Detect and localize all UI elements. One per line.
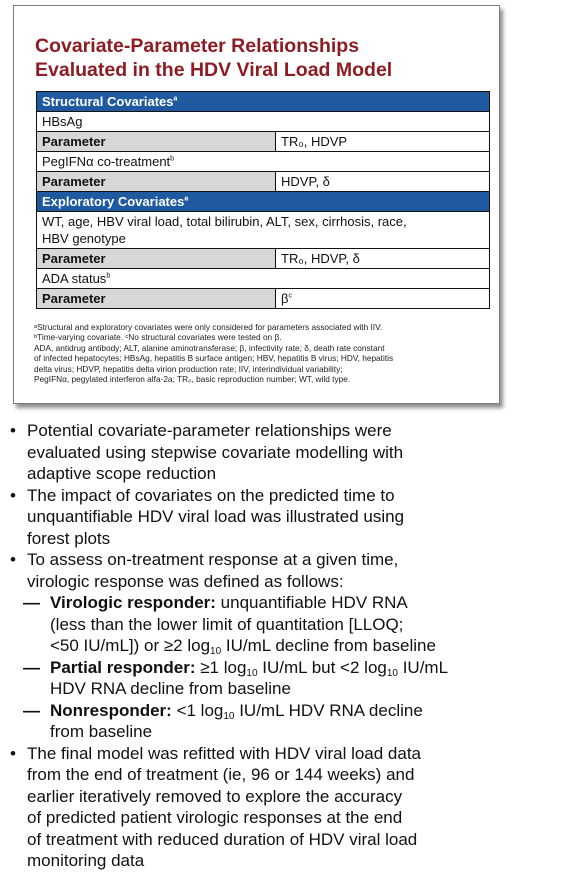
footnote: ᵃStructural and exploratory covariates were only considered for parameters associated with IIV. bbox=[34, 322, 383, 332]
parameter-label: Parameter bbox=[37, 172, 276, 192]
covariate-hbsag: HBsAg bbox=[37, 112, 490, 132]
exploratory-header-row bbox=[37, 192, 490, 212]
parameter-label: Parameter bbox=[37, 289, 276, 309]
parameter-row bbox=[37, 172, 490, 192]
sub-item-partial-responder: — Partial responder: ≥1 log10 IU/mL but <2 log10 IU/mL HDV RNA decline from baseline bbox=[23, 657, 449, 698]
bullet-item: • The final model was refitted with HDV viral load data from the end of treatment (ie, 96 or 144 weeks) and earlier iteratively removed to explore the accuracy of predicted patient virologic responses at the end of treatment with reduced duration of HDV viral load monitoring data bbox=[10, 743, 422, 870]
bullet-glyph: • bbox=[10, 485, 16, 505]
top-edge bbox=[0, 0, 566, 4]
covariate-table-panel bbox=[13, 5, 500, 404]
bullet-glyph: • bbox=[10, 743, 16, 763]
dash-glyph: — bbox=[23, 657, 40, 677]
covariate-list: WT, age, HBV viral load, total bilirubin, ALT, sex, cirrhosis, race, HBV genotype bbox=[37, 212, 490, 249]
parameter-value: $\beta^c$ bbox=[276, 289, 490, 309]
covariate-ada: ADA status$^b$ bbox=[37, 269, 490, 289]
footnote: PegIFNα, pegylated interferon alfa-2a; TR₀, basic reproduction number; WT, wild type. bbox=[34, 374, 351, 385]
sub-item-virologic-responder: — Virologic responder: unquantifiable HDV RNA (less than the lower limit of quantitation [LLOQ; <50 IU/mL]) or ≥2 log10 IU/mL decline from baseline bbox=[23, 593, 436, 657]
panel-title-line1: Covariate-Parameter Relationships bbox=[35, 35, 360, 57]
footnote: ᵇTime-varying covariate. ᶜNo structural covariates were tested on β. bbox=[34, 332, 282, 343]
parameter-label: Parameter bbox=[37, 249, 276, 269]
parameter-row bbox=[37, 132, 490, 152]
parameter-row bbox=[37, 289, 490, 309]
dash-glyph: — bbox=[23, 593, 40, 612]
covariate-table bbox=[36, 91, 490, 309]
exploratory-covariate-row bbox=[37, 212, 490, 249]
structural-covariate-row bbox=[37, 112, 490, 132]
bullet-glyph: • bbox=[10, 550, 16, 569]
parameter-label: Parameter bbox=[37, 132, 276, 152]
structural-header-row bbox=[37, 92, 490, 112]
dash-glyph: — bbox=[23, 700, 40, 720]
exploratory-covariate-row bbox=[37, 269, 490, 289]
structural-covariate-row bbox=[37, 152, 490, 172]
panel-title bbox=[35, 34, 495, 82]
footnote: delta virus; HDVP, hepatitis delta virion production rate; IIV, interindividual variability; bbox=[34, 363, 343, 374]
response-definitions bbox=[23, 592, 530, 743]
footnote: of infected hepatocytes; HBsAg, hepatitis B surface antigen; HBV, hepatitis B virus; HDV, hepatitis bbox=[34, 353, 394, 364]
bullet-item: • To assess on-treatment response at a given time, virologic response was defined as follows: — Virologic responder: unquantifiable HDV RNA (less than the lower limit of quantitation [LLOQ; <50 IU/mL]) or ≥2 log10 IU/mL decline from baseline — Partial responder: ≥1 log10 IU/mL but <2 log10 IU/mL HDV RNA decline from baseline — Nonresponder: <1 log10 IU/mL HDV RNA decline from baseline bbox=[10, 549, 530, 743]
parameter-value: TR₀, HDVP, δ bbox=[276, 249, 490, 269]
parameter-row bbox=[37, 249, 490, 269]
table-footnotes bbox=[34, 322, 494, 384]
sub-item-nonresponder: — Nonresponder: <1 log10 IU/mL HDV RNA decline from baseline bbox=[23, 700, 423, 741]
structural-header: Structural Covariates$^a$ bbox=[37, 92, 490, 112]
exploratory-header: Exploratory Covariates$^a$ bbox=[37, 192, 490, 212]
parameter-value: TR₀, HDVP bbox=[276, 132, 490, 152]
parameter-value: HDVP, δ bbox=[276, 172, 490, 192]
bullet-item: • Potential covariate-parameter relationships were evaluated using stepwise covariate modelling with adaptive scope reduction bbox=[10, 421, 404, 483]
methods-bullet-list bbox=[10, 420, 530, 872]
panel-title-line2: Evaluated in the HDV Viral Load Model bbox=[35, 59, 393, 81]
bullet-glyph: • bbox=[10, 421, 16, 440]
covariate-pegifn: PegIFNα co-treatment$^b$ bbox=[37, 152, 490, 172]
footnote: ADA, antidrug antibody; ALT, alanine aminotransferase; β, infectivity rate; δ, death rate constant bbox=[34, 342, 385, 353]
bullet-item: • The impact of covariates on the predicted time to unquantifiable HDV viral load was illustrated using forest plots bbox=[10, 485, 405, 548]
